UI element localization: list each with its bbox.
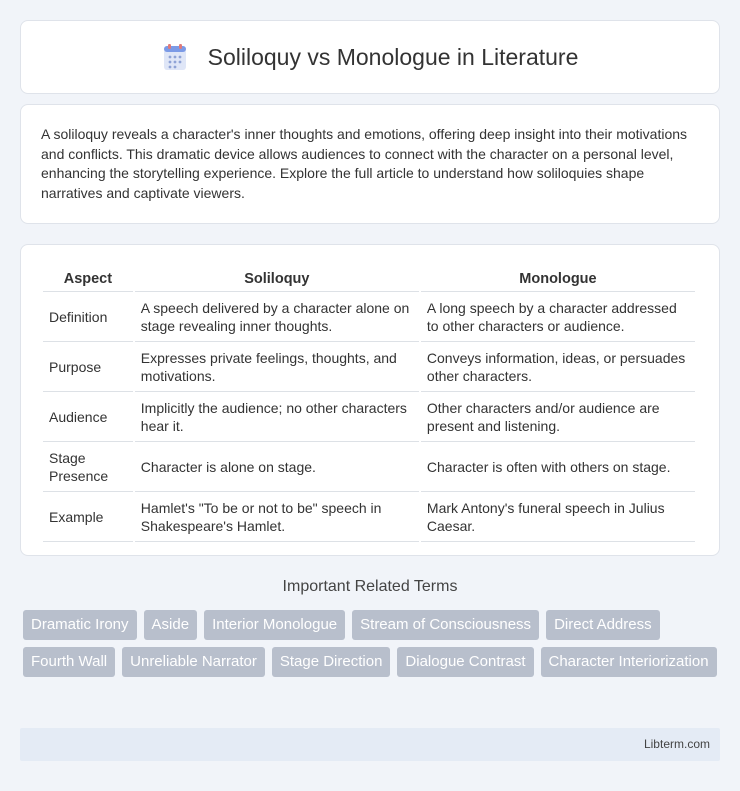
table-cell: A long speech by a character addressed to other characters or audience.	[421, 294, 695, 342]
header-aspect: Aspect	[43, 267, 133, 292]
term-tag-aside[interactable]: Aside	[144, 610, 198, 640]
table-row	[43, 294, 695, 342]
footer-site-link[interactable]: Libterm.com	[643, 737, 710, 751]
table-cell: Implicitly the audience; no other characters hear it.	[135, 394, 419, 442]
intro-text: A soliloquy reveals a character's inner thoughts and emotions, offering deep insight into their motivations and conflicts. This dramatic device allows audiences to connect with the character on a personal level, enhancing the storytelling experience. Explore the full article to understand how soliloquies shape narratives and captivate viewers.	[41, 126, 688, 201]
comparison-table-card	[20, 244, 720, 556]
term-tag-stage-direction[interactable]: Stage Direction	[272, 647, 391, 677]
table-cell: Definition	[43, 294, 133, 342]
table-cell: Character is alone on stage.	[135, 444, 419, 492]
term-tag-stream-of-consciousness[interactable]: Stream of Consciousness	[352, 610, 539, 640]
table-cell: Purpose	[43, 344, 133, 392]
term-tag-character-interiorization[interactable]: Character Interiorization	[541, 647, 717, 677]
table-cell: A speech delivered by a character alone on stage revealing inner thoughts.	[135, 294, 419, 342]
page-title: Soliloquy vs Monologue in Literature	[207, 43, 579, 70]
term-tag-unreliable-narrator[interactable]: Unreliable Narrator	[122, 647, 265, 677]
table-cell: Hamlet's "To be or not to be" speech in Shakespeare's Hamlet.	[135, 494, 419, 542]
title-wrap	[162, 43, 579, 71]
header-monologue: Monologue	[421, 267, 695, 292]
table-row	[43, 494, 695, 542]
document-list-icon	[162, 43, 188, 71]
table-cell: Audience	[43, 394, 133, 442]
term-tag-dialogue-contrast[interactable]: Dialogue Contrast	[397, 647, 533, 677]
footer-bar	[20, 728, 720, 761]
table-row	[43, 444, 695, 492]
related-terms-list	[23, 610, 723, 677]
term-tag-fourth-wall[interactable]: Fourth Wall	[23, 647, 115, 677]
header-soliloquy: Soliloquy	[135, 267, 419, 292]
table-cell: Example	[43, 494, 133, 542]
term-tag-direct-address[interactable]: Direct Address	[546, 610, 660, 640]
table-cell: Expresses private feelings, thoughts, and motivations.	[135, 344, 419, 392]
related-terms-title: Important Related Terms	[282, 578, 458, 595]
table-header-row	[43, 267, 695, 292]
table-cell: Character is often with others on stage.	[421, 444, 695, 492]
intro-card	[20, 104, 720, 224]
table-cell: Other characters and/or audience are present and listening.	[421, 394, 695, 442]
table-cell: Conveys information, ideas, or persuades other characters.	[421, 344, 695, 392]
comparison-table	[41, 265, 697, 544]
term-tag-dramatic-irony[interactable]: Dramatic Irony	[23, 610, 137, 640]
table-cell: Stage Presence	[43, 444, 133, 492]
table-row	[43, 394, 695, 442]
header-card	[20, 20, 720, 94]
term-tag-interior-monologue[interactable]: Interior Monologue	[204, 610, 345, 640]
table-cell: Mark Antony's funeral speech in Julius Caesar.	[421, 494, 695, 542]
table-row	[43, 344, 695, 392]
